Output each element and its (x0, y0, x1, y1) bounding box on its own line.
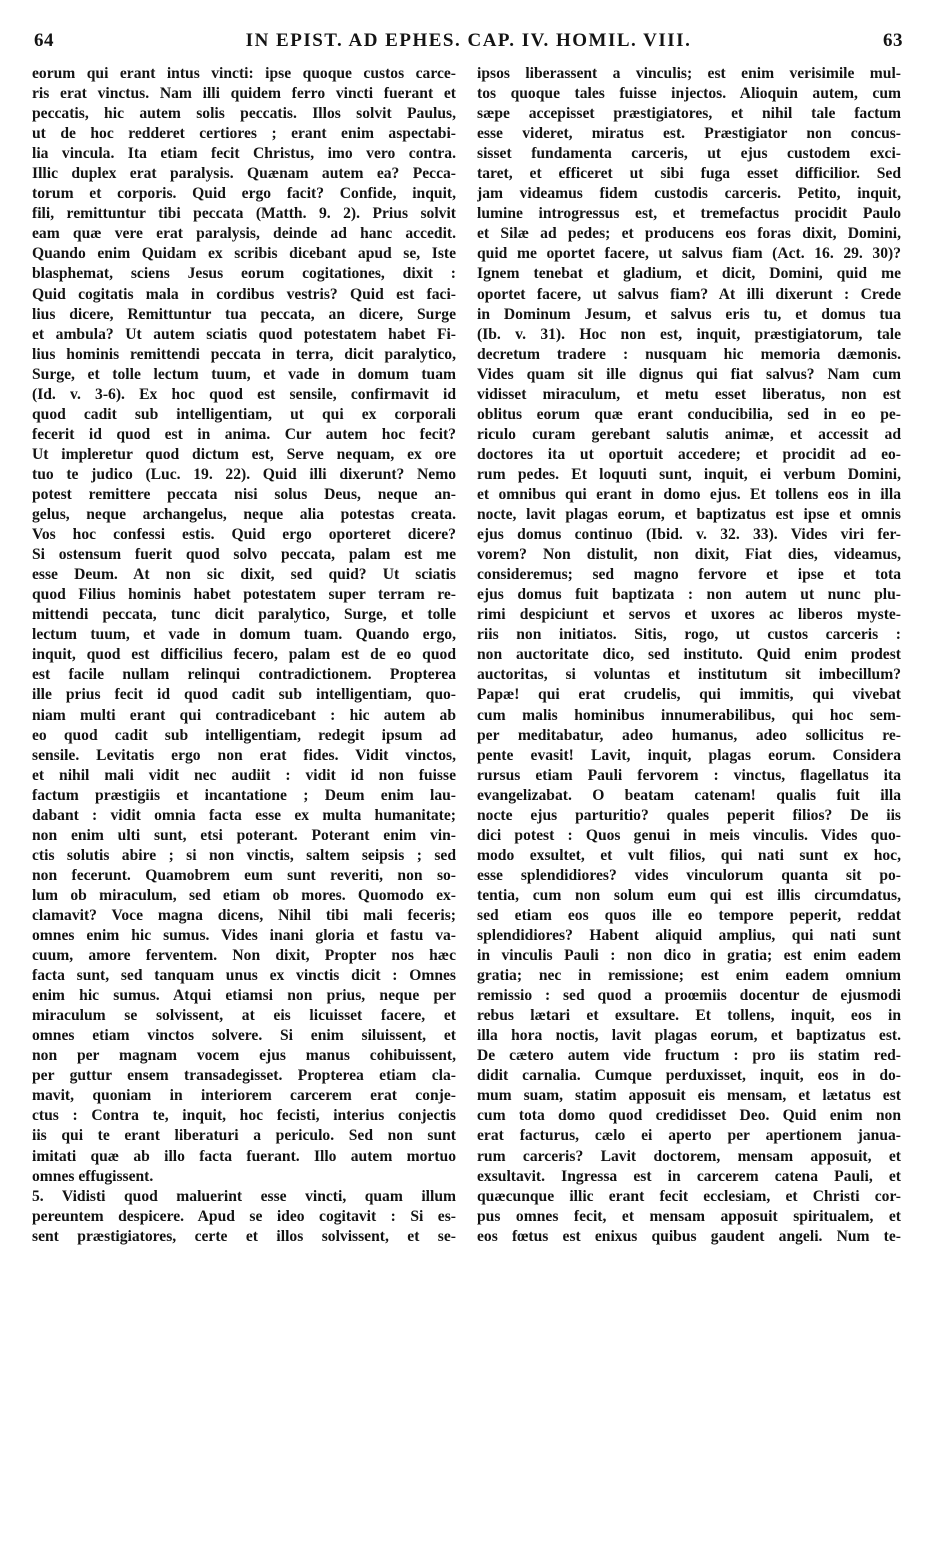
text-line: est facile nullam relinqui contradictionem. Propterea (32, 666, 456, 684)
text-line: iis qui te erant liberaturi a periculo. Sed non sunt (32, 1127, 456, 1145)
text-line: gelus, neque archangelus, neque alia potestas creata. (32, 506, 456, 524)
text-line: rebus lætari et exsultare. Et tollens, inquit, eos in (477, 1007, 901, 1025)
text-line: facta sunt, sed tanquam unus ex vinctis dicit : Omnes (32, 967, 456, 985)
text-line: Quando enim Quidam ex scribis dicebant apud se, Iste (32, 245, 456, 263)
text-line: decretum tradere : nusquam hic memoria dæmonis. (477, 345, 901, 363)
text-line: lia vincula. Ita etiam fecit Christus, imo vero contra. (32, 145, 456, 163)
text-line: lius dicere, Remittuntur tua peccata, an dicere, Surge (32, 305, 456, 323)
text-line: mittendi peccata, tunc dicit paralytico, Surge, et tolle (32, 606, 456, 624)
text-line: erat facturus, cælo ei aperto per apertionem janua- (477, 1127, 901, 1145)
text-line: oportet facere, ut salvus fiam? At illi dixerunt : Crede (477, 285, 901, 303)
text-line: dabant : vidit omnia facta esse ex multa humanitate; (32, 806, 456, 824)
text-line: per meditabatur, adeo humanus, adeo sollicitus re- (477, 726, 901, 744)
text-line: lumine introgressus est, et tremefactus procidit Paulo (477, 205, 901, 223)
text-line: illa hora noctis, lavit plagas eorum, et baptizatus est. (477, 1027, 901, 1045)
text-line: (Id. v. 3-6). Ex hoc quod est sensile, confirmavit id (32, 385, 456, 403)
text-line: non fecerunt. Quamobrem eum sunt reveriti, non so- (32, 866, 456, 884)
text-line: lius hominis remittendi peccata in terra, dicit paralytico, (32, 345, 456, 363)
text-line: Vos hoc confessi estis. Quid ergo oporteret dicere? (32, 526, 456, 544)
text-line: riis non initiatos. Sitis, rogo, ut custos carceris : (477, 626, 901, 644)
text-line: et omnibus qui erant in domo ejus. Et tollens eos in illa (477, 485, 901, 503)
text-line: gratia; nec in remissione; est enim eadem omnium (477, 967, 901, 985)
text-line: esse Deum. At non sic dixit, sed quid? Ut sciatis (32, 566, 456, 584)
text-line: peccatis, hic autem solis peccatis. Illos solvit Paulus, (32, 105, 456, 123)
text-line: inquit, quod est difficilius fecero, palam est de eo quod (32, 646, 456, 664)
text-line: vidisset miraculum, et metu esset liberatus, non est (477, 385, 901, 403)
text-line: (Ib. v. 31). Hoc non est, inquit, præstigiatorum, tale (477, 325, 901, 343)
page-number-left: 64 (34, 30, 54, 51)
text-line: eo quod cadit sub intelligentiam, redegit ipsum ad (32, 726, 456, 744)
text-line: omnes enim hic sumus. Vides inani gloria et fastu va- (32, 927, 456, 945)
text-line: in vinculis Pauli : non dico in gratia; est enim eadem (477, 947, 901, 965)
text-line: blasphemat, sciens Jesus eorum cogitationes, dixit : (32, 265, 456, 283)
text-line: lectum tuum, et vade in domum tuam. Quando ergo, (32, 626, 456, 644)
text-line: rursus etiam Pauli fervorem : vinctus, flagellatus ita (477, 766, 901, 784)
text-line: mum suam, statim apposuit eis mensam, et lætatus est (477, 1087, 901, 1105)
text-line: quid me oportet facere, ut salvus fiam (Act. 16. 29. 30)? (477, 245, 901, 263)
text-line: sent præstigiatores, certe et illos solvissent, et se- (32, 1227, 456, 1245)
text-line: Quid cogitatis mala in cordibus vestris? Quid est faci- (32, 285, 456, 303)
text-line: Ut impleretur quod dictum est, Serve nequam, ex ore (32, 445, 456, 463)
text-line: quod cadit sub intelligentiam, ut qui ex corporali (32, 405, 456, 423)
left-column (32, 64, 456, 1247)
text-line: auctoritas, si voluntas et institutum sit imbecillum? (477, 666, 901, 684)
text-line: Surge, et tolle lectum tuum, et vade in domum tuam (32, 365, 456, 383)
text-line: cum tota domo quod credidisset Deo. Quid enim non (477, 1107, 901, 1125)
right-column (477, 64, 901, 1247)
text-line: esse splendidiores? vides vinculorum quanta sit po- (477, 866, 901, 884)
text-line: in Dominum Jesum, et salvus eris tu, et domus tua (477, 305, 901, 323)
text-line: splendidiores? Habent aliquid amplius, qui nati sunt (477, 927, 901, 945)
text-line: non per magnam vocem ejus manus cohibuissent, (32, 1047, 456, 1065)
text-line: pereuntem despicere. Apud se ideo cogitavit : Si es- (32, 1207, 456, 1225)
text-line: sisset fundamenta carceris, ut ejus custodem exci- (477, 145, 901, 163)
text-line: Vides quam sit ille dignus qui fiat salvus? Nam cum (477, 365, 901, 383)
text-line: Papæ! qui erat crudelis, qui immitis, qui vivebat (477, 686, 901, 704)
text-line: sæpe accepisset præstigiatores, et nihil tale factum (477, 105, 901, 123)
text-line: remissio : sed quod a proœmiis docentur de ejusmodi (477, 987, 901, 1005)
text-line: riculo curam gerebant salutis animæ, et accessit ad (477, 425, 901, 443)
text-line: sensile. Levitatis ergo non erat fides. Vidit vinctos, (32, 746, 456, 764)
text-line: ris erat vinctus. Nam illi quidem ferro vincti fuerant et (32, 85, 456, 103)
text-line: eorum qui erant intus vincti: ipse quoque custos carce- (32, 65, 456, 82)
text-line: rum carceris? Lavit doctorem, mensam apposuit, et (477, 1147, 901, 1165)
text-line: torum et corporis. Quid ergo facit? Confide, inquit, (32, 185, 456, 203)
text-line: omnes effugissent. (32, 1167, 154, 1185)
text-line: quod Filius hominis habet potestatem super terram re- (32, 586, 456, 604)
text-line: modo exsultet, et vult filios, qui nati sunt ex hoc, (477, 846, 901, 864)
text-line: niam multi erant qui contradicebant : hic autem ab (32, 706, 456, 724)
text-line: eam quæ vere erat paralysis, deinde ad hanc accedit. (32, 225, 456, 243)
text-line: pus omnes fecit, et mensam apposuit spiritualem, et (477, 1207, 901, 1225)
text-line: fecerit id quod est in anima. Cur autem hoc fecit? (32, 425, 456, 443)
text-line: miraculum se solvissent, at eis licuisset facere, et (32, 1007, 456, 1025)
text-line: exsultavit. Ingressa est in carcerem catena Pauli, et (477, 1167, 901, 1185)
text-line: Si ostensum fuerit quod solvo peccata, palam est me (32, 546, 456, 564)
text-line: vorem? Non distulit, non dixit, Fiat dies, videamus, (477, 546, 901, 564)
text-line: didit carnalia. Cumque perduxisset, inquit, eos in do- (477, 1067, 901, 1085)
text-line: et nihil mali vidit nec audiit : vidit id non fuisse (32, 766, 456, 784)
running-title: IN EPIST. AD EPHES. CAP. IV. HOMIL. VIII. (245, 30, 692, 51)
text-line: et ambula? Ut autem sciatis quod potestatem habet Fi- (32, 325, 456, 343)
text-line: ejus domus fuit baptizata : non autem ut nunc plu- (477, 586, 901, 604)
text-line: Illic duplex erat paralysis. Quænam autem ea? Pecca- (32, 165, 456, 183)
text-line: per guttur ensem transadegisset. Propterea etiam cla- (32, 1067, 456, 1085)
running-header (34, 30, 903, 60)
text-line: et Silæ ad pedes; et producens eos foras dixit, Domini, (477, 225, 901, 243)
text-line: clamavit? Voce magna dicens, Nihil tibi mali feceris; (32, 906, 456, 924)
text-line: nocte, lavit plagas eorum, et baptizatus est ipse et omnis (477, 506, 901, 524)
text-line: nocte ejus parturitio? quales peperit filios? De iis (477, 806, 901, 824)
text-line: mavit, quoniam in interiorem carcerem erat conje- (32, 1087, 456, 1105)
text-line: factum præstigiis et incantatione ; Deum enim lau- (32, 786, 456, 804)
text-line: cum malis hominibus innumerabilibus, qui hoc sem- (477, 706, 901, 724)
text-line: ctis solutis abire ; si non vinctis, saltem seipsis ; sed (32, 846, 456, 864)
text-line: jam videamus fidem custodis carceris. Petito, inquit, (477, 185, 901, 203)
text-line: doctores ita ut oportuit accedere; et procidit ad eo- (477, 445, 901, 463)
text-line: fili, remittuntur tibi peccata (Matth. 9. 2). Prius solvit (32, 205, 456, 223)
text-line: 5. Vidisti quod maluerint esse vincti, quam illum (32, 1187, 456, 1205)
text-line: ipsos liberassent a vinculis; est enim verisimile mul- (477, 65, 901, 82)
text-line: ille prius fecit id quod cadit sub intelligentiam, quo- (32, 686, 456, 704)
text-line: pente evasit! Lavit, inquit, plagas eorum. Considera (477, 746, 901, 764)
text-line: ut de hoc redderet certiores ; erant enim aspectabi- (32, 125, 456, 143)
text-line: sed etiam eos quos ille eo tempore peperit, reddat (477, 906, 901, 924)
text-line: dici potest : Quos genui in meis vinculis. Vides quo- (477, 826, 901, 844)
text-line: ejus domus continuo (Ibid. v. 32. 33). Vides viri fer- (477, 526, 901, 544)
text-line: quæcunque illic erant fecit ecclesiam, et Christi cor- (477, 1187, 901, 1205)
text-line: tos quoque tales fuisse injectos. Alioquin autem, cum (477, 85, 901, 103)
text-line: rimi despiciunt et servos et uxores ac liberos myste- (477, 606, 901, 624)
text-line: Ignem tenebat et gladium, et dicit, Domini, quid me (477, 265, 901, 283)
text-line: imitati quæ ab illo facta fuerant. Illo autem mortuo (32, 1147, 456, 1165)
text-line: oblitus eorum quæ erant conducibilia, sed in eo pe- (477, 405, 901, 423)
text-line: omnes etiam vinctos solvere. Si enim siluissent, et (32, 1027, 456, 1045)
text-line: taret, et efficeret ut sibi fuga esset difficilior. Sed (477, 165, 901, 183)
text-line: De cætero autem vide fructum : pro iis statim red- (477, 1047, 901, 1065)
text-line: tuo te judico (Luc. 19. 22). Quid illi dixerunt? Nemo (32, 465, 456, 483)
text-line: non enim ulti sunt, etsi poterant. Poterant enim vin- (32, 826, 456, 844)
text-line: cuum, amore ferventem. Non dixit, Propter nos hæc (32, 947, 456, 965)
text-line: non auctoritate dico, sed instituto. Quid enim prodest (477, 646, 901, 664)
text-line: evangelizabat. O beatam catenam! qualis fuit illa (477, 786, 901, 804)
text-line: esse videret, miratus est. Præstigiator non concus- (477, 125, 901, 143)
text-line: consideremus; sed magno fervore et ipse et tota (477, 566, 901, 584)
text-line: tentia, cum non solum eum qui est illis circumdatus, (477, 886, 901, 904)
text-line: eos fœtus est enixus quibus gaudent angeli. Num te- (477, 1227, 901, 1245)
text-line: lum ob miraculum, sed etiam ob mores. Quomodo ex- (32, 886, 456, 904)
text-line: ctus : Contra te, inquit, hoc fecisti, interius conjectis (32, 1107, 456, 1125)
text-line: potest remittere peccata nisi solus Deus, neque an- (32, 485, 456, 503)
text-line: rum pedes. Et loquuti sunt, inquit, ei verbum Domini, (477, 465, 901, 483)
text-line: enim hic sumus. Atqui etiamsi non prius, neque per (32, 987, 456, 1005)
page-number-right: 63 (883, 30, 903, 51)
